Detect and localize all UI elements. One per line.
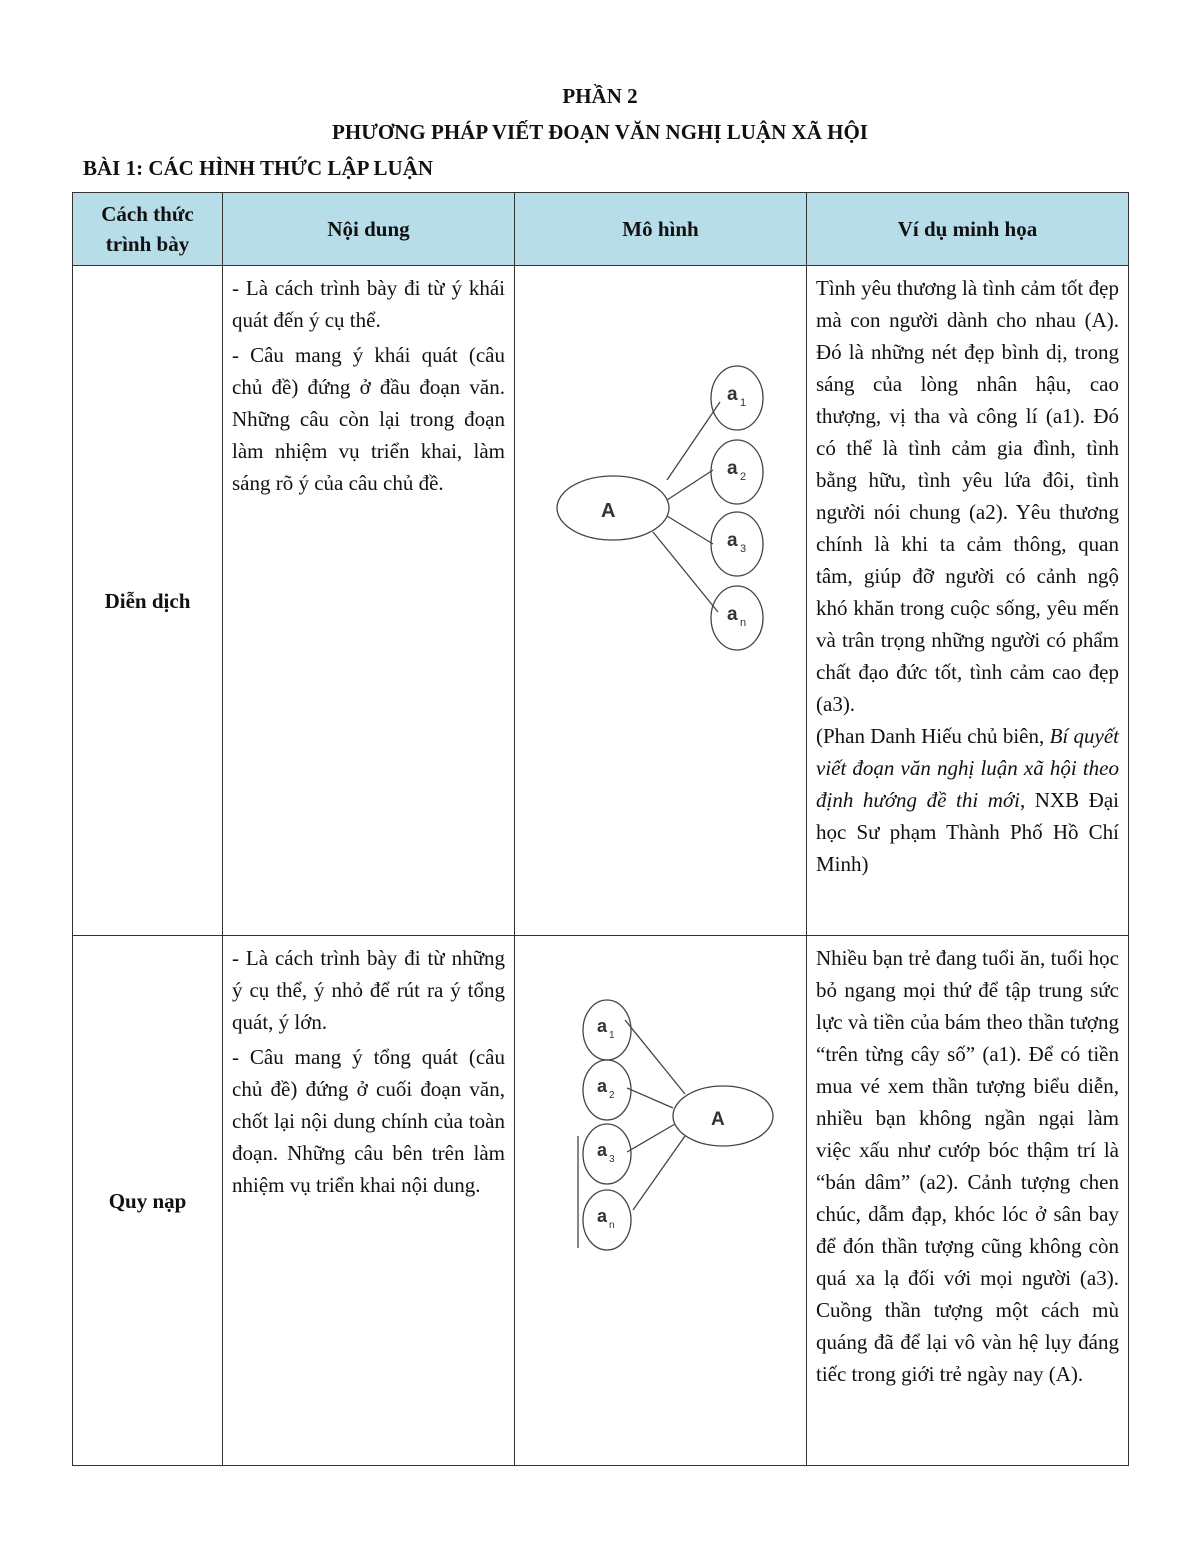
method-cell: Diễn dịch bbox=[73, 266, 223, 936]
node-subscript: 2 bbox=[609, 1090, 615, 1101]
node-letter: a bbox=[597, 1076, 608, 1096]
node-subscript: 3 bbox=[609, 1154, 615, 1165]
node-letter: a bbox=[597, 1140, 608, 1160]
inductive-diagram-cell bbox=[515, 936, 807, 1466]
table-header-row bbox=[73, 193, 1129, 266]
method-cell: Quy nạp bbox=[73, 936, 223, 1466]
center-node-label: A bbox=[601, 500, 616, 522]
content-cell bbox=[223, 936, 515, 1466]
content-cell bbox=[223, 266, 515, 936]
deductive-diagram-cell bbox=[515, 266, 807, 936]
node-subscript: 1 bbox=[609, 1030, 615, 1041]
node-subscript: n bbox=[740, 617, 747, 629]
column-header-example: Ví dụ minh họa bbox=[807, 193, 1129, 266]
example-cell bbox=[807, 936, 1129, 1466]
source-book-title: Bí quyết viết đoạn văn nghị luận xã hội theo định hướng đề thi mới bbox=[816, 724, 1120, 812]
node-letter: a bbox=[727, 458, 738, 479]
node-letter: a bbox=[727, 604, 738, 625]
content-paragraph: - Là cách trình bày đi từ những ý cụ thể, ý nhỏ để rút ra ý tổng quát, ý lớn. bbox=[232, 946, 505, 1034]
source-suffix: , NXB Đại học Sư phạm Thành Phố Hồ Chí Minh) bbox=[816, 788, 1119, 876]
column-header-content: Nội dung bbox=[223, 193, 515, 266]
node-subscript: n bbox=[609, 1220, 615, 1231]
argument-forms-table bbox=[72, 192, 1129, 1466]
example-cell bbox=[807, 266, 1129, 936]
center-node-label: A bbox=[711, 1109, 725, 1130]
deductive-diagram bbox=[515, 266, 807, 926]
node-letter: a bbox=[597, 1016, 608, 1036]
node-subscript: 3 bbox=[740, 543, 747, 555]
content-paragraph: - Câu mang ý tổng quát (câu chủ đề) đứng ở cuối đoạn văn, chốt lại nội dung chính của toàn đoạn. Những câu bên trên làm nhiệm vụ triển khai nội dung. bbox=[232, 1045, 505, 1197]
source-prefix: (Phan Danh Hiếu chủ biên, bbox=[816, 724, 1050, 748]
node-letter: a bbox=[727, 384, 738, 405]
part-title: PHẦN 2 bbox=[562, 84, 638, 108]
inductive-diagram bbox=[515, 936, 807, 1456]
node-letter: a bbox=[727, 530, 738, 551]
example-source bbox=[816, 720, 1119, 880]
content-paragraph: - Câu mang ý khái quát (câu chủ đề) đứng ở đầu đoạn văn. Những câu còn lại trong đoạn làm nhiệm vụ triển khai, làm sáng rõ ý của câu chủ đề. bbox=[232, 343, 505, 495]
node-subscript: 1 bbox=[740, 397, 747, 409]
column-header-method: Cách thức trình bày bbox=[73, 193, 223, 266]
node-subscript: 2 bbox=[740, 471, 747, 483]
content-paragraph: - Là cách trình bày đi từ ý khái quát đến ý cụ thể. bbox=[232, 276, 505, 332]
table-row bbox=[73, 936, 1129, 1466]
lesson-title: BÀI 1: CÁC HÌNH THỨC LẬP LUẬN bbox=[83, 156, 434, 180]
node-letter: a bbox=[597, 1206, 608, 1226]
section-title: PHƯƠNG PHÁP VIẾT ĐOẠN VĂN NGHỊ LUẬN XÃ HỘI bbox=[332, 120, 868, 144]
example-text: Tình yêu thương là tình cảm tốt đẹp mà con người dành cho nhau (A). Đó là những nét đẹp bình dị, trong sáng của lòng nhân hậu, cao thượng, vị tha và công lí (a1). Đó có thể là tình cảm gia đình, tình bằng hữu, tình yêu lứa đôi, tình người nói chung (a2). Yêu thương chính là khi ta cảm thông, quan tâm, giúp đỡ người có cảnh ngộ khó khăn trong cuộc sống, yêu mến và trân trọng những người có phẩm chất đạo đức tốt, tình cảm cao đẹp (a3). bbox=[816, 276, 1119, 716]
table-row bbox=[73, 266, 1129, 936]
example-text: Nhiều bạn trẻ đang tuổi ăn, tuổi học bỏ ngang mọi thứ để tập trung sức lực và tiền của bám theo thần tượng “trên từng cây số” (a1). Để có tiền mua vé xem thần tượng biểu diễn, nhiều bạn không ngần ngại làm việc xấu như cướp bóc thậm trí là “bán dâm” (a2). Cảnh tượng chen chúc, dẫm đạp, khóc lóc ở sân bay để đón thần tượng cũng không còn quá xa lạ đối với mọi người (a3). Cuồng thần tượng một cách mù quáng đã để lại vô vàn hệ lụy đáng tiếc trong giới trẻ ngày nay (A). bbox=[816, 946, 1119, 1386]
column-header-model: Mô hình bbox=[515, 193, 807, 266]
